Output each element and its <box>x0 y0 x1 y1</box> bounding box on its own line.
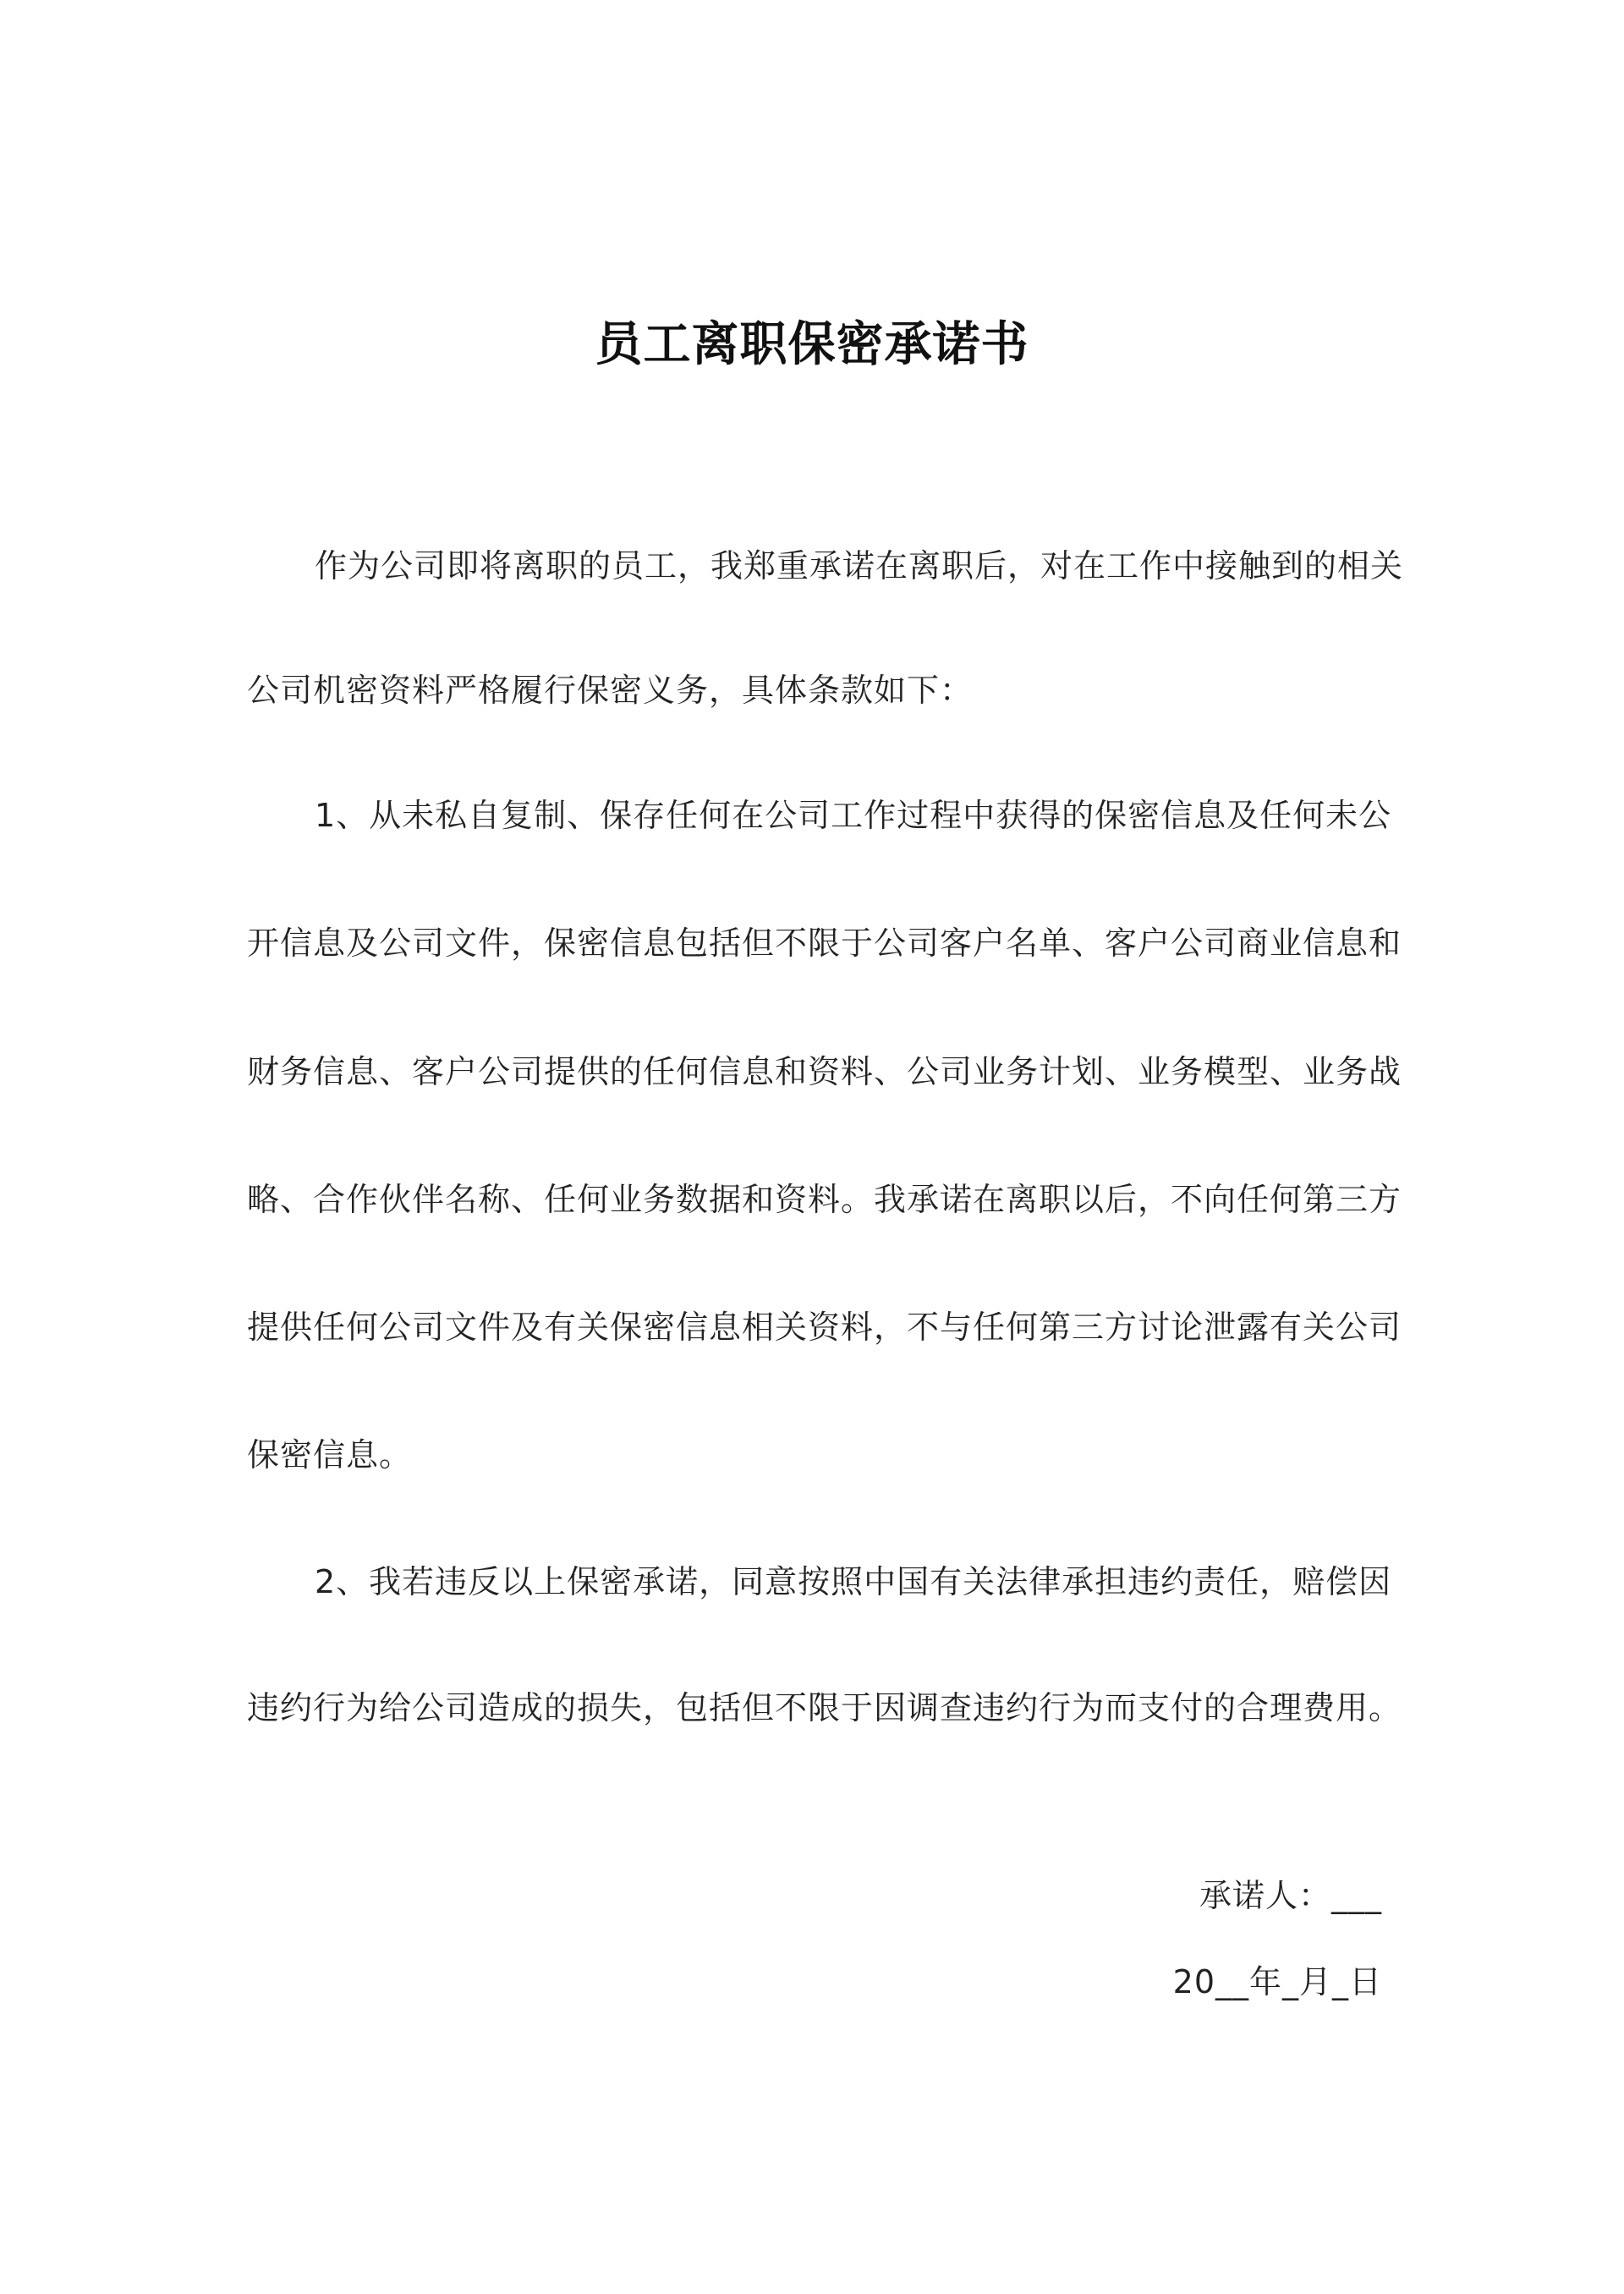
intro-line-2: 公司机密资料严格履行保密义务，具体条款如下： <box>247 672 974 709</box>
clause-2-line-1: 2、我若违反以上保密承诺，同意按照中国有关法律承担违约责任，赔偿因 <box>315 1563 1392 1600</box>
intro-line-1: 作为公司即将离职的员工，我郑重承诺在离职后，对在工作中接触到的相关 <box>315 547 1404 584</box>
promisor-signature-line: 承诺人：___ <box>1199 1877 1382 1914</box>
clause-1-line-3: 财务信息、客户公司提供的任何信息和资料、公司业务计划、业务模型、业务战 <box>247 1053 1402 1090</box>
clause-1-line-5: 提供任何公司文件及有关保密信息相关资料，不与任何第三方讨论泄露有关公司 <box>247 1309 1402 1346</box>
document-title: 员工离职保密承诺书 <box>595 317 1029 372</box>
clause-1-line-4: 略、合作伙伴名称、任何业务数据和资料。我承诺在离职以后，不向任何第三方 <box>247 1181 1402 1218</box>
signature-date-line: 20__年_月_日 <box>1172 1963 1382 2000</box>
clause-1-line-6: 保密信息。 <box>247 1436 413 1474</box>
clause-1-line-1: 1、从未私自复制、保存任何在公司工作过程中获得的保密信息及任何未公 <box>315 797 1392 834</box>
clause-1-line-2: 开信息及公司文件，保密信息包括但不限于公司客户名单、客户公司商业信息和 <box>247 925 1402 962</box>
clause-2-line-2: 违约行为给公司造成的损失，包括但不限于因调查违约行为而支付的合理费用。 <box>247 1689 1402 1726</box>
